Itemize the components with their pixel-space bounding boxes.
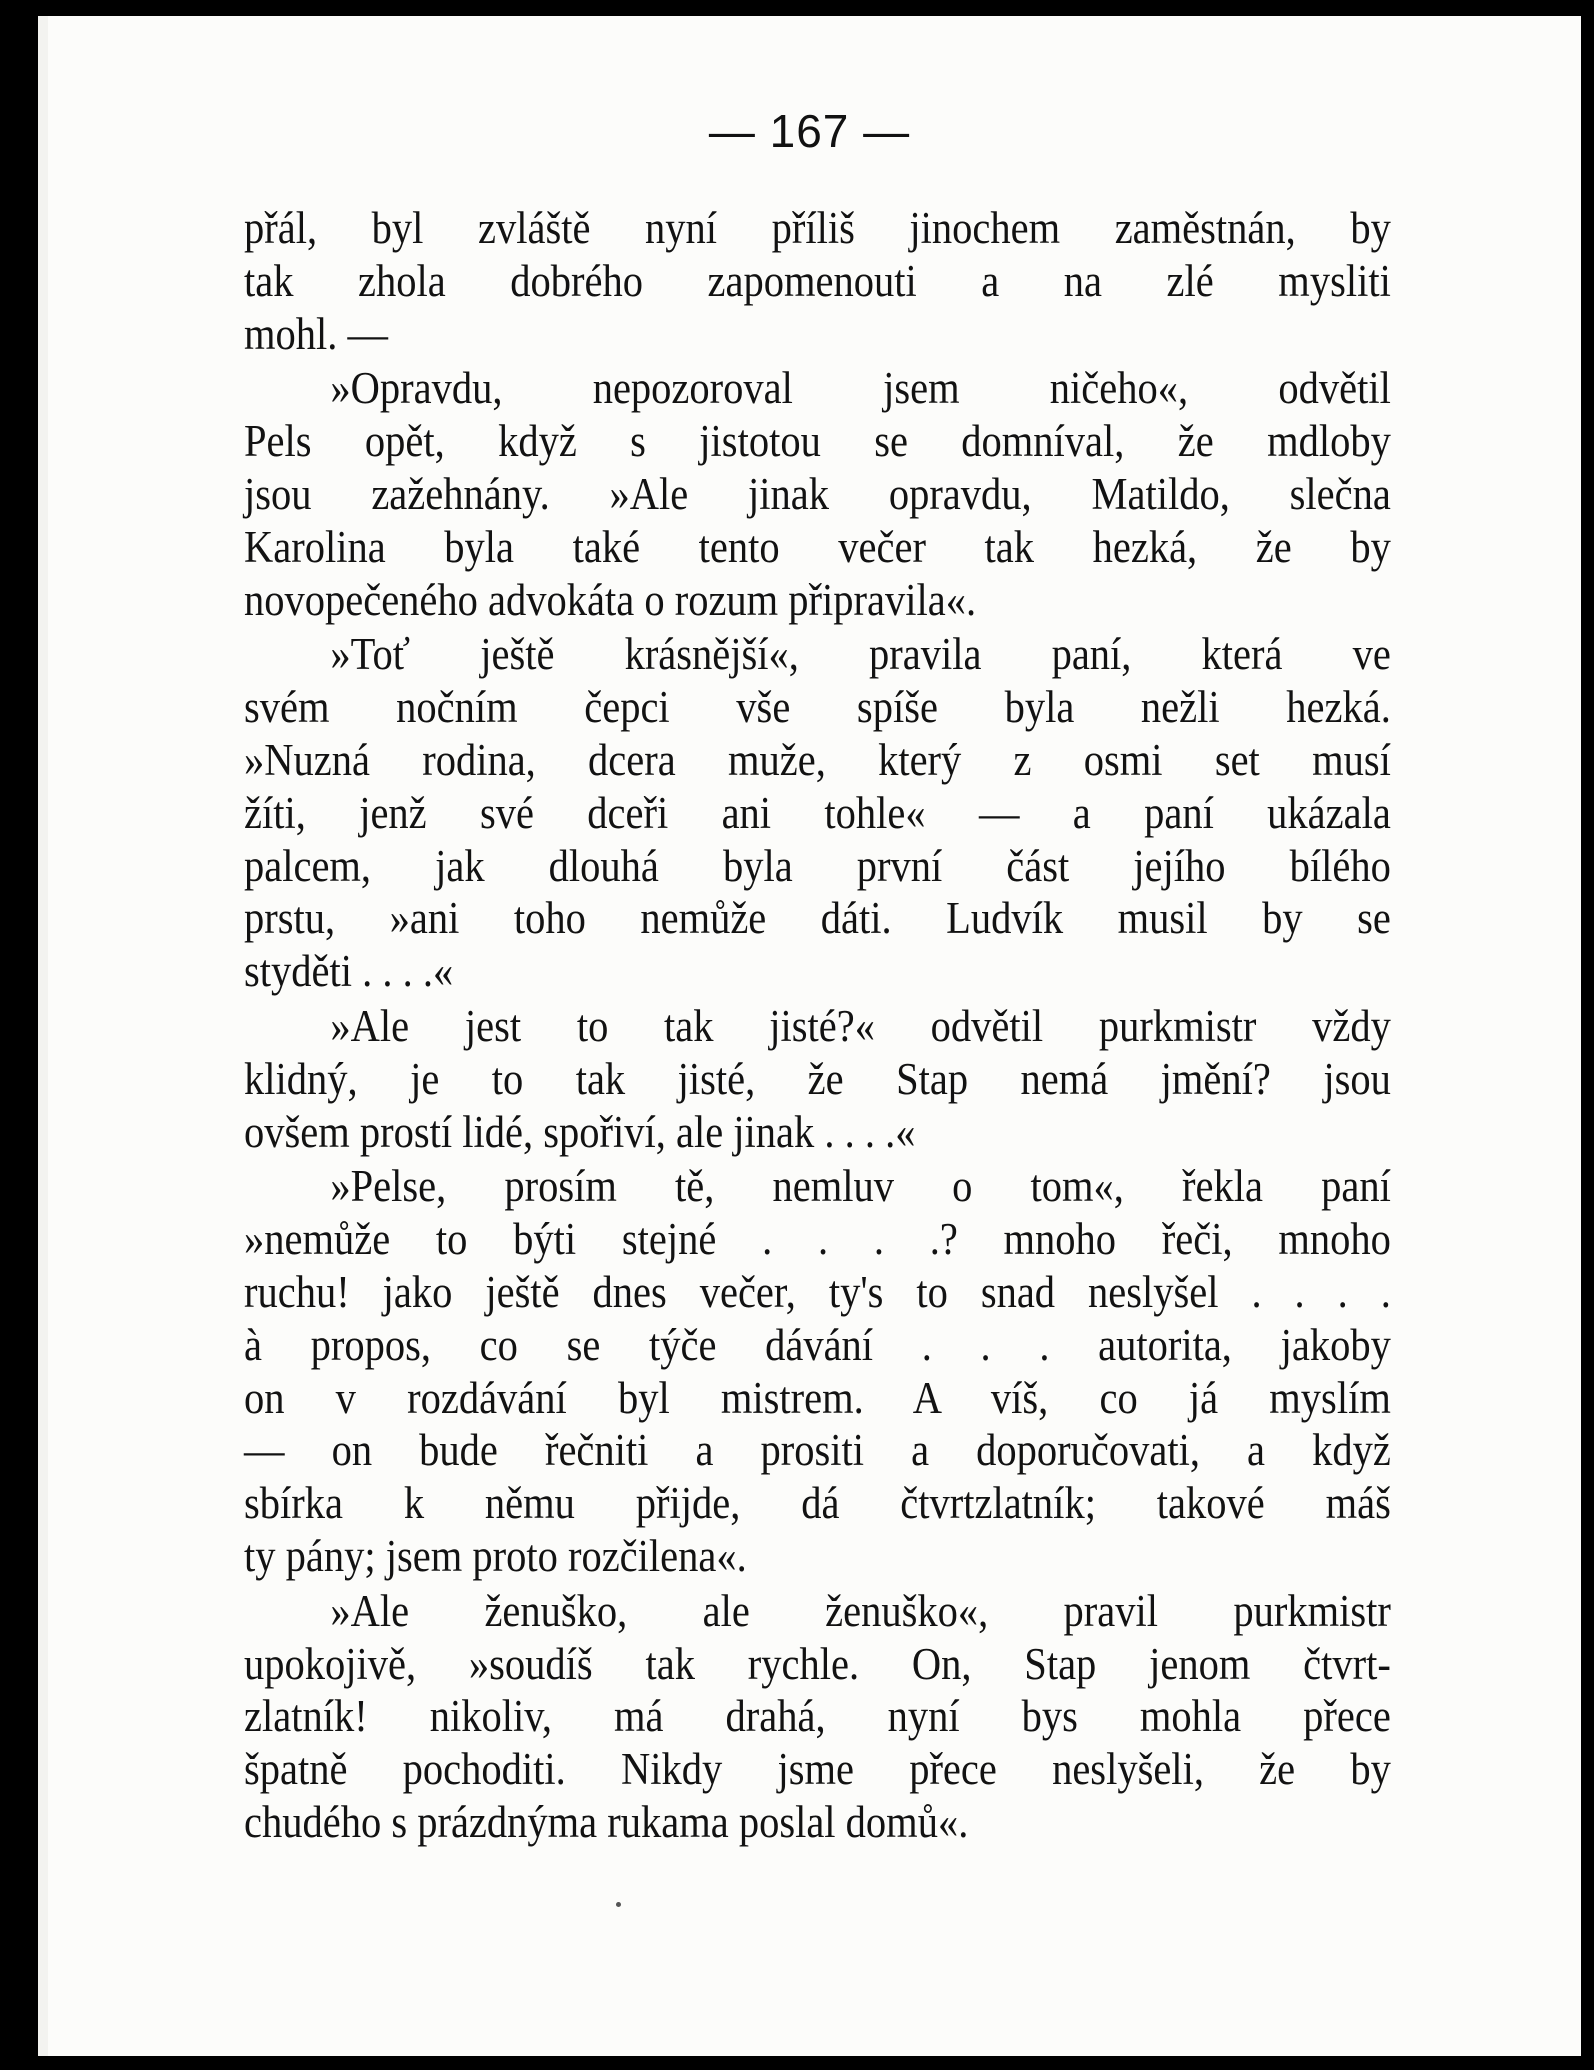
text-line: »Pelse, prosím tě, nemluv o tom«, řekla paní <box>330 1161 1391 1212</box>
book-page <box>38 16 1581 2056</box>
text-line: prstu, »ani toho nemůže dáti. Ludvík musil by se <box>244 893 1391 944</box>
text-line: styděti . . . .« <box>244 946 454 997</box>
text-line: tak zhola dobrého zapomenouti a na zlé mysliti <box>244 255 1391 306</box>
text-line: »Ale ženuško, ale ženuško«, pravil purkmistr <box>330 1585 1391 1636</box>
text-line: Pels opět, když s jistotou se domníval, že mdloby <box>244 416 1391 467</box>
text-line: žíti, jenž své dceři ani tohle« — a paní ukázala <box>244 787 1391 838</box>
text-line: ovšem prostí lidé, spořiví, ale jinak . . . .« <box>244 1106 916 1157</box>
body-text <box>244 202 1392 1849</box>
text-line: mohl. — <box>244 308 389 359</box>
text-line: »Nuzná rodina, dcera muže, který z osmi set musí <box>244 734 1391 785</box>
text-line: »Toť ještě krásnější«, pravila paní, která ve <box>330 629 1391 680</box>
text-line: »nemůže to býti stejné . . . .? mnoho řeči, mnoho <box>244 1214 1391 1265</box>
text-line: svém nočním čepci vše spíše byla nežli hezká. <box>244 682 1391 733</box>
text-line: zlatník! nikoliv, má drahá, nyní bys mohla přece <box>244 1691 1391 1742</box>
text-line: à propos, co se týče dávání . . . autorita, jakoby <box>244 1319 1391 1370</box>
text-line: »Ale jest to tak jisté?« odvětil purkmistr vždy <box>330 1000 1391 1051</box>
text-line: ty pány; jsem proto rozčilena«. <box>244 1530 747 1581</box>
text-line: ruchu! jako ještě dnes večer, ty's to snad neslyšel . . . . <box>244 1266 1391 1317</box>
text-line: přál, byl zvláště nyní příliš jinochem zaměstnán, by <box>244 203 1391 253</box>
text-line: Karolina byla také tento večer tak hezká, že by <box>244 521 1391 572</box>
text-line: palcem, jak dlouhá byla první část jejího bílého <box>244 840 1391 891</box>
text-line: — on bude řečniti a prositi a doporučovati, a když <box>244 1425 1391 1476</box>
print-speck <box>616 1902 621 1907</box>
text-line: sbírka k němu přijde, dá čtvrtzlatník; takové máš <box>244 1478 1391 1529</box>
text-line: jsou zažehnány. »Ale jinak opravdu, Matildo, slečna <box>244 468 1391 519</box>
text-line: chudého s prázdnýma rukama poslal domů«. <box>244 1796 969 1847</box>
text-line: klidný, je to tak jisté, že Stap nemá jmění? jsou <box>244 1053 1391 1104</box>
text-line: špatně pochoditi. Nikdy jsme přece neslyšeli, že by <box>244 1744 1391 1795</box>
text-line: upokojivě, »soudíš tak rychle. On, Stap jenom čtvrt- <box>244 1638 1391 1689</box>
text-line: on v rozdávání byl mistrem. A víš, co já myslím <box>244 1372 1391 1423</box>
text-line: novopečeného advokáta o rozum připravila«. <box>244 574 977 625</box>
page-number: — 167 — <box>708 105 911 157</box>
text-line: »Opravdu, nepozoroval jsem ničeho«, odvětil <box>330 363 1391 414</box>
page-edge <box>38 16 48 2056</box>
